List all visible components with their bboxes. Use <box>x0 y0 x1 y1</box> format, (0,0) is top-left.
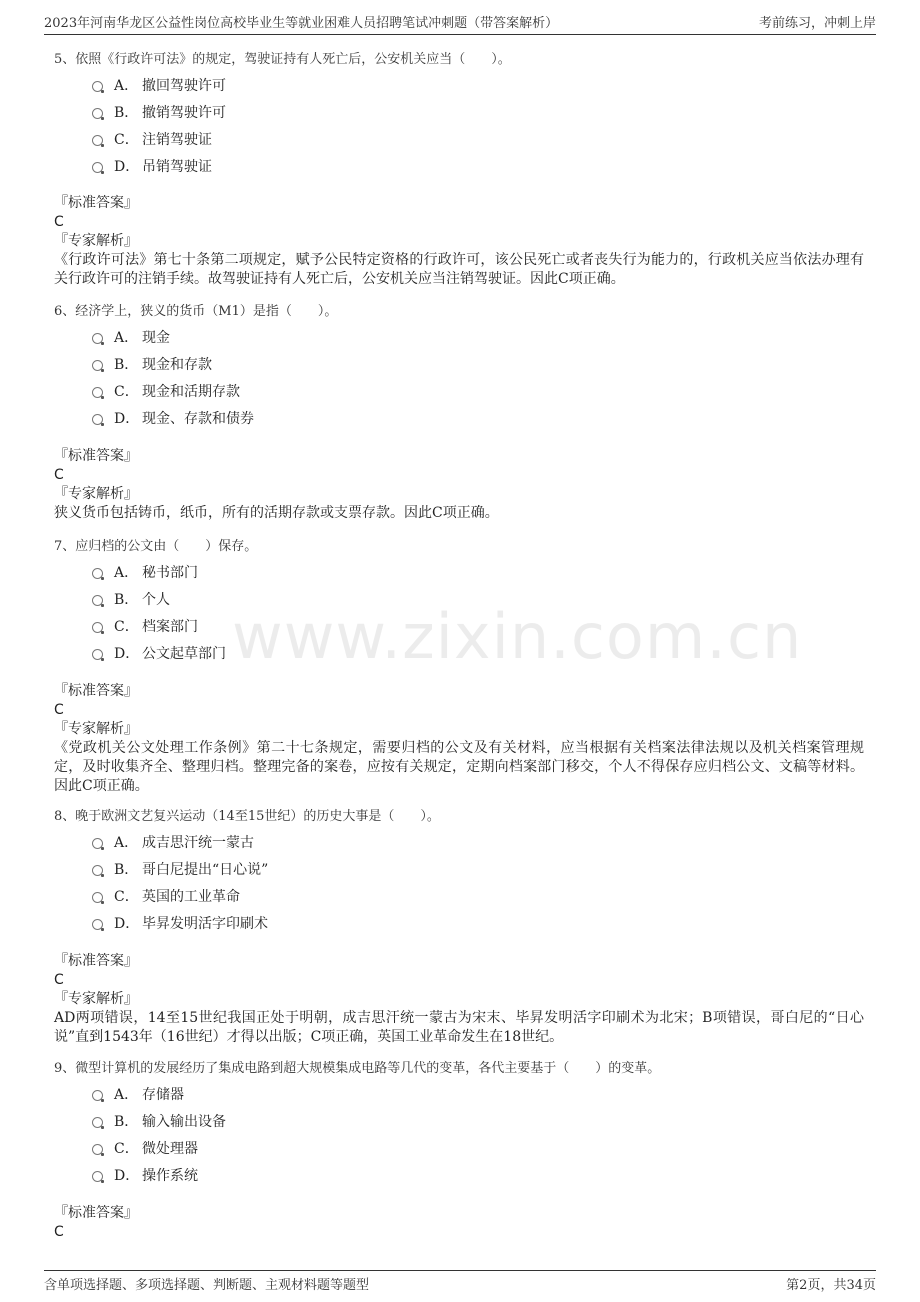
option-a[interactable] <box>92 73 864 100</box>
radio-button-icon[interactable] <box>92 568 103 579</box>
radio-button-icon[interactable] <box>92 892 103 903</box>
option-b[interactable] <box>92 857 864 884</box>
explanation-label: 『专家解析』 <box>54 721 138 737</box>
option-list <box>54 830 864 938</box>
option-letter: D． <box>114 916 140 932</box>
watermark: www.zixin.com.cn <box>232 600 803 673</box>
radio-button-icon[interactable] <box>92 838 103 849</box>
question-7 <box>54 538 864 668</box>
answer-block-6 <box>54 447 864 523</box>
option-text: 注销驾驶证 <box>142 132 212 148</box>
option-text: 撤回驾驶许可 <box>142 78 226 94</box>
question-stem: 9、微型计算机的发展经历了集成电路到超大规模集成电路等几代的变革，各代主要基于（ ）的变革。 <box>54 1061 661 1076</box>
option-a[interactable] <box>92 325 864 352</box>
page-header <box>44 8 876 35</box>
option-letter: B． <box>114 105 139 121</box>
answer-label: 『标准答案』 <box>54 1205 138 1221</box>
option-list <box>54 1082 864 1190</box>
answer-label: 『标准答案』 <box>54 195 138 211</box>
question-stem: 7、应归档的公文由（ ）保存。 <box>54 539 258 554</box>
option-letter: C． <box>114 889 139 905</box>
option-letter: A． <box>114 330 139 346</box>
option-text: 吊销驾驶证 <box>142 159 212 175</box>
option-letter: C． <box>114 619 139 635</box>
answer-block-5 <box>54 194 864 289</box>
option-text: 哥白尼提出“日心说” <box>142 862 269 878</box>
option-letter: B． <box>114 1114 139 1130</box>
option-text: 存储器 <box>142 1087 184 1103</box>
option-a[interactable] <box>92 1082 864 1109</box>
question-9 <box>54 1060 864 1190</box>
option-text: 现金、存款和债券 <box>142 411 254 427</box>
option-letter: B． <box>114 357 139 373</box>
option-list <box>54 325 864 433</box>
option-d[interactable] <box>92 641 864 668</box>
radio-button-icon[interactable] <box>92 1171 103 1182</box>
page-number: 第2页，共34页 <box>786 1278 876 1293</box>
option-letter: B． <box>114 862 139 878</box>
question-8 <box>54 808 864 938</box>
question-stem: 6、经济学上，狭义的货币（M1）是指（ ）。 <box>54 304 338 319</box>
option-c[interactable] <box>92 379 864 406</box>
answer-value: C <box>54 467 64 483</box>
option-text: 个人 <box>142 592 170 608</box>
option-b[interactable] <box>92 352 864 379</box>
radio-button-icon[interactable] <box>92 919 103 930</box>
option-a[interactable] <box>92 560 864 587</box>
radio-button-icon[interactable] <box>92 108 103 119</box>
question-stem: 8、晚于欧洲文艺复兴运动（14至15世纪）的历史大事是（ ）。 <box>54 809 440 824</box>
explanation-text: 《党政机关公文处理工作条例》第二十七条规定，需要归档的公文及有关材料，应当根据有关档案法律法规以及机关档案管理规定，及时收集齐全、整理归档。整理完备的案卷，应按有关规定，定期向档案部门移交，个人不得保存应归档公文、文稿等材料。因此C项正确。 <box>54 740 864 794</box>
option-letter: C． <box>114 384 139 400</box>
header-slogan: 考前练习，冲刺上岸 <box>758 16 876 31</box>
option-c[interactable] <box>92 614 864 641</box>
option-text: 撤销驾驶许可 <box>142 105 226 121</box>
radio-button-icon[interactable] <box>92 649 103 660</box>
option-text: 英国的工业革命 <box>142 889 240 905</box>
radio-button-icon[interactable] <box>92 162 103 173</box>
option-text: 现金和存款 <box>142 357 212 373</box>
radio-button-icon[interactable] <box>92 1144 103 1155</box>
explanation-label: 『专家解析』 <box>54 486 138 502</box>
option-text: 现金和活期存款 <box>142 384 240 400</box>
option-text: 档案部门 <box>142 619 198 635</box>
page-footer <box>44 1270 876 1295</box>
question-5 <box>54 51 864 181</box>
radio-button-icon[interactable] <box>92 81 103 92</box>
option-list <box>54 73 864 181</box>
radio-button-icon[interactable] <box>92 595 103 606</box>
option-letter: C． <box>114 132 139 148</box>
document-title: 2023年河南华龙区公益性岗位高校毕业生等就业困难人员招聘笔试冲刺题（带答案解析） <box>44 16 559 31</box>
option-b[interactable] <box>92 1109 864 1136</box>
radio-button-icon[interactable] <box>92 414 103 425</box>
answer-block-8 <box>54 952 864 1047</box>
radio-button-icon[interactable] <box>92 333 103 344</box>
option-text: 操作系统 <box>142 1168 198 1184</box>
radio-button-icon[interactable] <box>92 1090 103 1101</box>
radio-button-icon[interactable] <box>92 387 103 398</box>
option-text: 微处理器 <box>142 1141 198 1157</box>
option-c[interactable] <box>92 127 864 154</box>
explanation-label: 『专家解析』 <box>54 991 138 1007</box>
option-a[interactable] <box>92 830 864 857</box>
answer-label: 『标准答案』 <box>54 953 138 969</box>
option-letter: A． <box>114 1087 139 1103</box>
option-b[interactable] <box>92 100 864 127</box>
option-text: 输入输出设备 <box>142 1114 226 1130</box>
option-text: 毕昇发明活字印刷术 <box>142 916 268 932</box>
option-d[interactable] <box>92 406 864 433</box>
radio-button-icon[interactable] <box>92 865 103 876</box>
explanation-text: 《行政许可法》第七十条第二项规定，赋予公民特定资格的行政许可，该公民死亡或者丧失行为能力的，行政机关应当依法办理有关行政许可的注销手续。故驾驶证持有人死亡后，公安机关应当注销驾驶证。因此C项正确。 <box>54 252 864 287</box>
option-d[interactable] <box>92 154 864 181</box>
radio-button-icon[interactable] <box>92 360 103 371</box>
option-letter: B． <box>114 592 139 608</box>
option-d[interactable] <box>92 1163 864 1190</box>
answer-value: C <box>54 214 64 230</box>
radio-button-icon[interactable] <box>92 622 103 633</box>
option-letter: D． <box>114 646 140 662</box>
option-letter: D． <box>114 411 140 427</box>
option-letter: C． <box>114 1141 139 1157</box>
option-letter: D． <box>114 159 140 175</box>
option-letter: A． <box>114 565 139 581</box>
explanation-label: 『专家解析』 <box>54 233 138 249</box>
answer-label: 『标准答案』 <box>54 683 138 699</box>
option-list <box>54 560 864 668</box>
radio-button-icon[interactable] <box>92 1117 103 1128</box>
option-c[interactable] <box>92 1136 864 1163</box>
answer-label: 『标准答案』 <box>54 448 138 464</box>
radio-button-icon[interactable] <box>92 135 103 146</box>
question-stem: 5、依照《行政许可法》的规定，驾驶证持有人死亡后，公安机关应当（ ）。 <box>54 52 511 67</box>
question-6 <box>54 303 864 433</box>
option-text: 成吉思汗统一蒙古 <box>142 835 254 851</box>
option-text: 现金 <box>142 330 170 346</box>
answer-value: C <box>54 972 64 988</box>
option-c[interactable] <box>92 884 864 911</box>
option-letter: D． <box>114 1168 140 1184</box>
option-letter: A． <box>114 835 139 851</box>
option-text: 公文起草部门 <box>142 646 226 662</box>
answer-value: C <box>54 1224 64 1240</box>
option-d[interactable] <box>92 911 864 938</box>
option-text: 秘书部门 <box>142 565 198 581</box>
answer-value: C <box>54 702 64 718</box>
answer-block-7 <box>54 682 864 796</box>
explanation-text: AD两项错误，14至15世纪我国正处于明朝，成吉思汗统一蒙古为宋末、毕昇发明活字印刷术为北宋；B项错误，哥白尼的“日心说”直到1543年（16世纪）才得以出版；C项正确，英国工业革命发生在18世纪。 <box>54 1010 864 1045</box>
explanation-text: 狭义货币包括铸币，纸币，所有的活期存款或支票存款。因此C项正确。 <box>54 505 499 521</box>
answer-block-9 <box>54 1204 864 1242</box>
option-b[interactable] <box>92 587 864 614</box>
option-letter: A． <box>114 78 139 94</box>
question-types-note: 含单项选择题、多项选择题、判断题、主观材料题等题型 <box>44 1278 370 1293</box>
